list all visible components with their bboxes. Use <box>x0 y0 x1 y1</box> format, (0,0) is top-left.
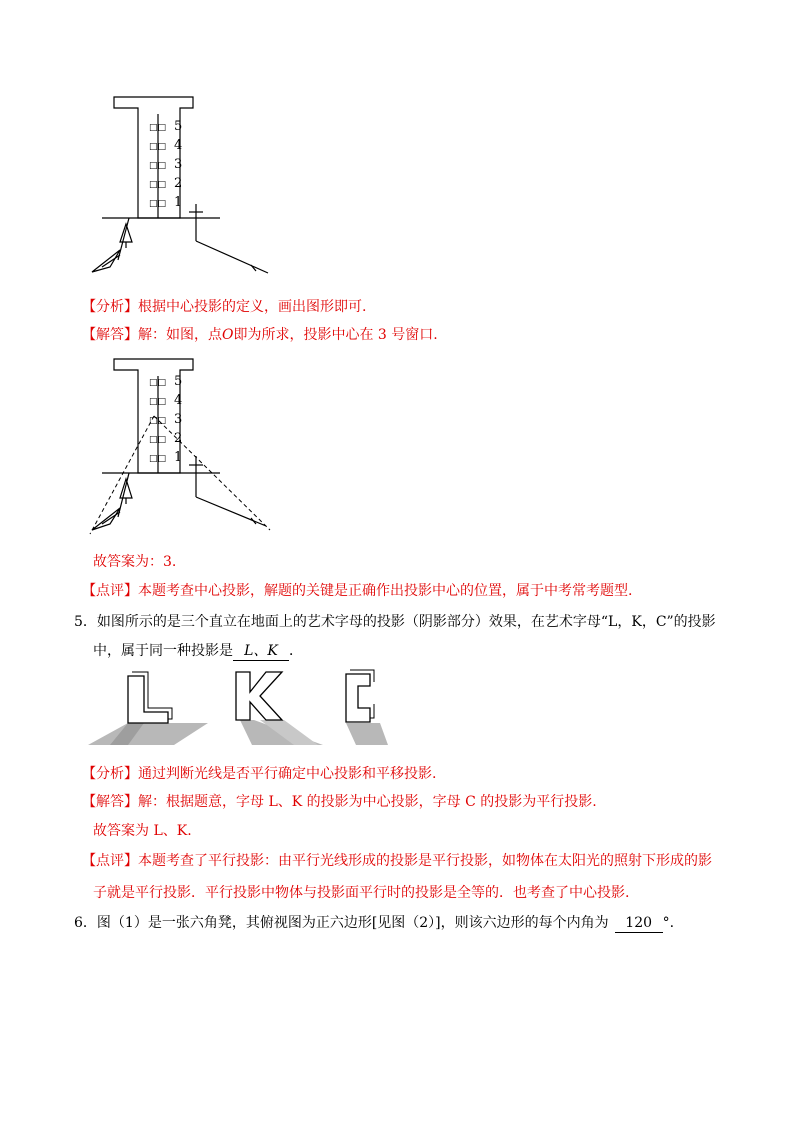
window-glyph: □□ <box>149 199 167 209</box>
letter-shadows-figure <box>88 668 408 748</box>
q5-comment-line-1: 【点评】本题考查了平行投影：由平行光线形成的投影是平行投影，如物体在太阳光的照射下形成的影 <box>82 853 712 869</box>
answer-text: 【解答】解：如图，点O即为所求，投影中心在 3 号窗口. <box>82 327 438 343</box>
window-number: 5 <box>174 374 183 389</box>
window-number: 3 <box>174 157 183 172</box>
question-5-line-1: 5．如图所示的是三个直立在地面上的艺术字母的投影（阴影部分）效果，在艺术字母“L，K，C”的投影 <box>74 614 716 630</box>
analysis-text: 【分析】根据中心投影的定义，画出图形即可. <box>82 299 367 315</box>
conclusion-text: 故答案为：3. <box>93 554 177 570</box>
question-5-line-2: 中，属于同一种投影是 L、K ． <box>93 643 303 659</box>
window-glyph: □□ <box>149 397 167 407</box>
window-glyph: □□ <box>149 416 167 426</box>
window-glyph: □□ <box>149 378 167 388</box>
q5-analysis-text: 【分析】通过判断光线是否平行确定中心投影和平移投影. <box>82 766 437 782</box>
window-glyph: □□ <box>149 161 167 171</box>
window-number: 2 <box>174 431 183 446</box>
window-number: 5 <box>174 119 183 134</box>
window-number: 4 <box>174 138 183 153</box>
window-number: 2 <box>174 176 183 191</box>
q5-conclusion-text: 故答案为 L、K. <box>93 823 192 839</box>
question-6-text: 6．图（1）是一张六角凳，其俯视图为正六边形[见图（2）]，则该六边形的每个内角为 120 °. <box>74 915 675 931</box>
window-number: 4 <box>174 393 183 408</box>
comment-text: 【点评】本题考查中心投影，解题的关键是正确作出投影中心的位置，属于中考常考题型. <box>82 583 633 599</box>
window-glyph: □□ <box>149 123 167 133</box>
window-number: 3 <box>174 412 183 427</box>
answer-blank: 120 <box>615 914 663 933</box>
q5-comment-line-2: 子就是平行投影．平行投影中物体与投影面平行时的投影是全等的．也考查了中心投影. <box>93 885 630 901</box>
building-figure-2 <box>80 352 280 540</box>
window-number: 1 <box>174 450 183 465</box>
window-glyph: □□ <box>149 142 167 152</box>
window-number: 1 <box>174 195 183 210</box>
q5-answer-text: 【解答】解：根据题意，字母 L、K 的投影为中心投影，字母 C 的投影为平行投影. <box>82 794 597 810</box>
window-glyph: □□ <box>149 180 167 190</box>
window-glyph: □□ <box>149 454 167 464</box>
building-figure-1 <box>80 90 280 285</box>
answer-blank: L、K <box>233 642 289 661</box>
window-glyph: □□ <box>149 435 167 445</box>
